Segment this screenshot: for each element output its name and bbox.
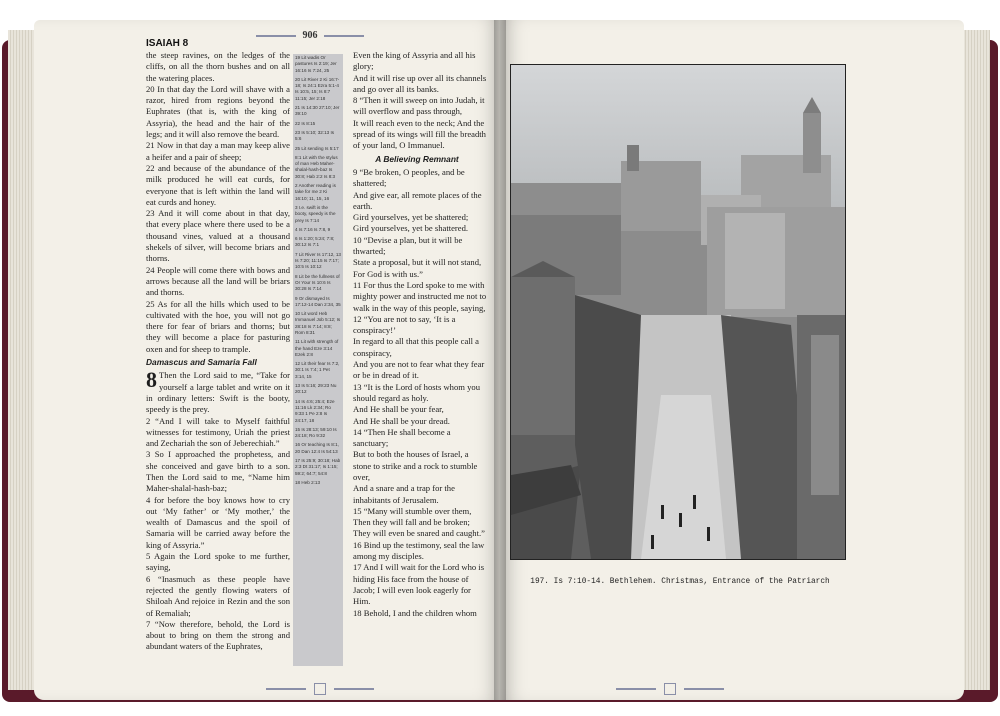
verse-text: 23 And it will come about in that day, that every place where there used to be a thousand vines, valued at a thousand shekels of silver, will become briars and thorns.: [146, 208, 290, 264]
verse-text: 14 “Then He shall become a sanctuary;: [353, 426, 451, 449]
cross-reference: 6 Is 1:20; 5:24; 7:8; 30:12 Is 7:1: [295, 236, 335, 248]
cross-reference: 21 Is 14:30 27:10; Jer 39:10: [295, 105, 340, 117]
left-footer-ornament: [240, 680, 400, 698]
cross-reference: 25 Lit sending Is 5:17: [295, 145, 339, 151]
right-footer-ornament: [590, 680, 750, 698]
cross-reference: 8 Lit be the fullness of Or Your Is 10:6 Is 30:28 Is 7:14: [295, 273, 340, 292]
ornament-icon: [664, 683, 676, 695]
cross-reference: 13 Is 5:16; 29:23 Nu 20:12: [295, 383, 337, 395]
verse-text: the steep ravines, on the ledges of the cliffs, on all the thorn bushes and on all the watering places.: [146, 50, 290, 83]
verse-text: 4 for before the boy knows how to cry out ‘My father’ or ‘My mother,’ the wealth of Damascus and the spoil of Samaria will be carried away before the king of Assyria.”: [146, 494, 290, 550]
cross-reference: 9 Or dismayed Is 17:12-14 Dan 2:34, 35: [295, 295, 341, 307]
verse-text: 10 “Devise a plan, but it will be thwarted;: [353, 234, 463, 257]
poetry-text-column: [347, 50, 487, 670]
verse-text: And a snare and a trap for the inhabitants of Jerusalem.: [353, 483, 455, 505]
photo-caption: 197. Is 7:10-14. Bethlehem. Christmas, Entrance of the Patriarch: [530, 578, 830, 586]
ornament-icon: [324, 35, 364, 37]
verse-text: 20 In that day the Lord will shave with a razor, hired from regions beyond the Euphrates (that is, with the king of Assyria), the head and the hair of the legs; and it will also remove the beard.: [146, 83, 290, 140]
cross-reference: 17 Is 25:9; 30:18; Hab 2:3 Dt 31:17; Is 1:15; 59:2; 64:7; 54:8: [295, 458, 341, 476]
ornament-icon: [256, 35, 296, 37]
verse-text: 8 “Then it will sweep on into Judah, it will overflow and pass through,: [353, 95, 485, 117]
book-gutter: [494, 20, 506, 700]
verse-text: 13 “It is the Lord of hosts whom you should regard as holy.: [353, 381, 480, 403]
cross-reference: 18 Heb 2:13: [295, 479, 321, 485]
verse-text: 17 And I will wait for the Lord who is hiding His face from the house of Jacob; I will even look eagerly for Him.: [353, 562, 485, 607]
verse-text: Gird yourselves, yet be shattered;: [353, 212, 469, 223]
ornament-icon: [266, 688, 306, 690]
cross-reference: 11 Lit with strength of the hand Eze 3:14 Ezek 2:8: [295, 339, 339, 357]
verse-text: 22 and because of the abundance of the milk produced he will eat curds, for everyone that is left within the land will eat curds and honey.: [146, 162, 290, 207]
verse-text: 5 Again the Lord spoke to me further, saying,: [146, 551, 290, 573]
verse-text: Even the king of Assyria and all his glory;: [353, 50, 476, 72]
cross-reference: 10 Lit word Heb Immanuel Job 5:12; Is 28:18 Is 7:14; 8:8; Rom 8:31: [295, 311, 341, 335]
verse-text: For God is with us.”: [353, 268, 423, 279]
verse-text: 3 So I approached the prophetess, and she conceived and gave birth to a son. Then the Lord said to me, “Name him Maher-shalal-hash-baz;: [146, 449, 290, 494]
cross-reference: 3 I.e. swift is the booty, speedy is the prey Is 7:14: [295, 204, 336, 223]
cross-reference: 15 Is 28:13; 59:10 Is 24:18; Ro 9:32: [295, 426, 337, 439]
verse-text: 21 Now in that day a man may keep alive a heifer and a pair of sheep;: [146, 140, 290, 162]
verse-text: Gird yourselves, yet be shattered.: [353, 223, 469, 234]
verse-text: But to both the houses of Israel, a stone to strike and a rock to stumble over,: [353, 449, 478, 482]
cross-reference: 22 Is 8:15: [295, 120, 316, 126]
cross-reference: 7 Lit River Is 17:12, 13 Is 7:20; 11:15 Is 7:17; 10:5 Is 10:12: [295, 251, 341, 270]
verse-text: 9 “Be broken, O peoples, and be shattered;: [353, 166, 465, 189]
verse-text: State a proposal, but it will not stand,: [353, 257, 482, 268]
cross-reference: 20 Lit River 2 Ki 16:7-18; Is 24:1 Ezra 5:1-4 Is 10:5, 15; Is 8:7 11:15; Jer 2:18: [295, 76, 340, 101]
verse-text: 12 “You are not to say, ‘It is a conspiracy!’: [353, 313, 456, 336]
cross-reference: 2 Another reading is take for me 2 Ki 16:10; 11, 15, 16: [295, 183, 336, 201]
verse-text: They will even be snared and caught.”: [353, 528, 485, 539]
section-heading: A Believing Remnant: [375, 153, 459, 164]
cross-reference: 14 Is 4:6; 25:4; Eze 11:16 Lk 2:34; Ro 9:33 1 Pe 2:8 Is 24:17, 18: [295, 398, 335, 423]
verse-text: And He shall be your fear,: [353, 404, 444, 415]
ornament-icon: [684, 688, 724, 690]
main-text-column: [146, 50, 290, 670]
verse-text: 7 “Now therefore, behold, the Lord is about to bring on them the strong and abundant waters of the Euphrates,: [146, 618, 290, 652]
cross-reference: 19 Lit wadis Or pastures Is 2:19; Jer 16:16 Is 7:24, 25: [295, 55, 337, 73]
verse-text: And He shall be your dread.: [353, 415, 450, 426]
section-heading: Damascus and Samaria Fall: [146, 357, 257, 368]
verse-text: And it will rise up over all its channels and go over all its banks.: [353, 72, 487, 94]
cross-reference: 8:1 Lit with the stylus of man Heb Maher-shalal-hash-baz Is 30:8; Hab 2:2 Is 8:3: [295, 154, 338, 179]
verse-text: 11 For thus the Lord spoke to me with mighty power and instructed me not to walk in the way of this people, saying,: [353, 279, 487, 313]
right-page-edges: [960, 30, 990, 690]
verse-text: Then the Lord said to me, “Take for yourself a large tablet and write on it in ordinary letters: Swift is the booty, speedy is the prey.: [146, 370, 290, 415]
ornament-icon: [334, 688, 374, 690]
verse-text: 18 Behold, I and the children whom: [353, 607, 477, 618]
verse-text: And you are not to fear what they fear or be in dread of it.: [353, 359, 485, 381]
verse-text: 24 People will come there with bows and arrows because all the land will be briars and thorns.: [146, 264, 290, 298]
cross-reference: 23 Is 5:10; 32:13 Is 5:6: [295, 129, 335, 142]
ornament-icon: [616, 688, 656, 690]
verse-text: It will reach even to the neck; And the spread of its wings will fill the breadth of your land, O Immanuel.: [353, 117, 486, 151]
chapter-number: 8: [146, 367, 157, 393]
photo-illustration: [511, 65, 845, 559]
cross-reference: 12 Lit their fear Is 7:2, 30:1 Is 7:4; 1 Pet 3:14, 15: [295, 361, 340, 379]
cross-reference: 4 Is 7:16 Is 7:8, 9: [295, 226, 331, 232]
verse-text: 16 Bind up the testimony, seal the law among my disciples.: [353, 539, 485, 562]
verse-text: And give ear, all remote places of the earth.: [353, 189, 482, 211]
bethlehem-photo: [510, 64, 846, 560]
verse-text: In regard to all that this people call a conspiracy,: [353, 336, 479, 358]
page-number: 906: [302, 30, 318, 41]
verse-text: 2 “And I will take to Myself faithful witnesses for testimony, Uriah the priest and Zechariah the son of Jeberechiah.”: [146, 415, 290, 449]
verse-text: 6 “Inasmuch as these people have rejected the gently flowing waters of Shiloah And rejoice in Rezin and the son of Remaliah;: [146, 573, 290, 618]
verse-text: 15 “Many will stumble over them, Then they will fall and be broken;: [353, 505, 472, 528]
cross-reference: 16 Or teaching Is 8:1, 20 Dan 12:4 Is 54:13: [295, 442, 339, 454]
verse-text: 25 As for all the hills which used to be cultivated with the hoe, you will not go there for fear of briars and thorns; but they will become a place for pasturing oxen and for sheep to trample.: [146, 298, 290, 354]
chapter-start: [146, 367, 290, 415]
running-head: ISAIAH 8: [146, 38, 189, 49]
cross-reference-column: [293, 54, 343, 666]
page-number-header: [230, 30, 390, 41]
ornament-icon: [314, 683, 326, 695]
